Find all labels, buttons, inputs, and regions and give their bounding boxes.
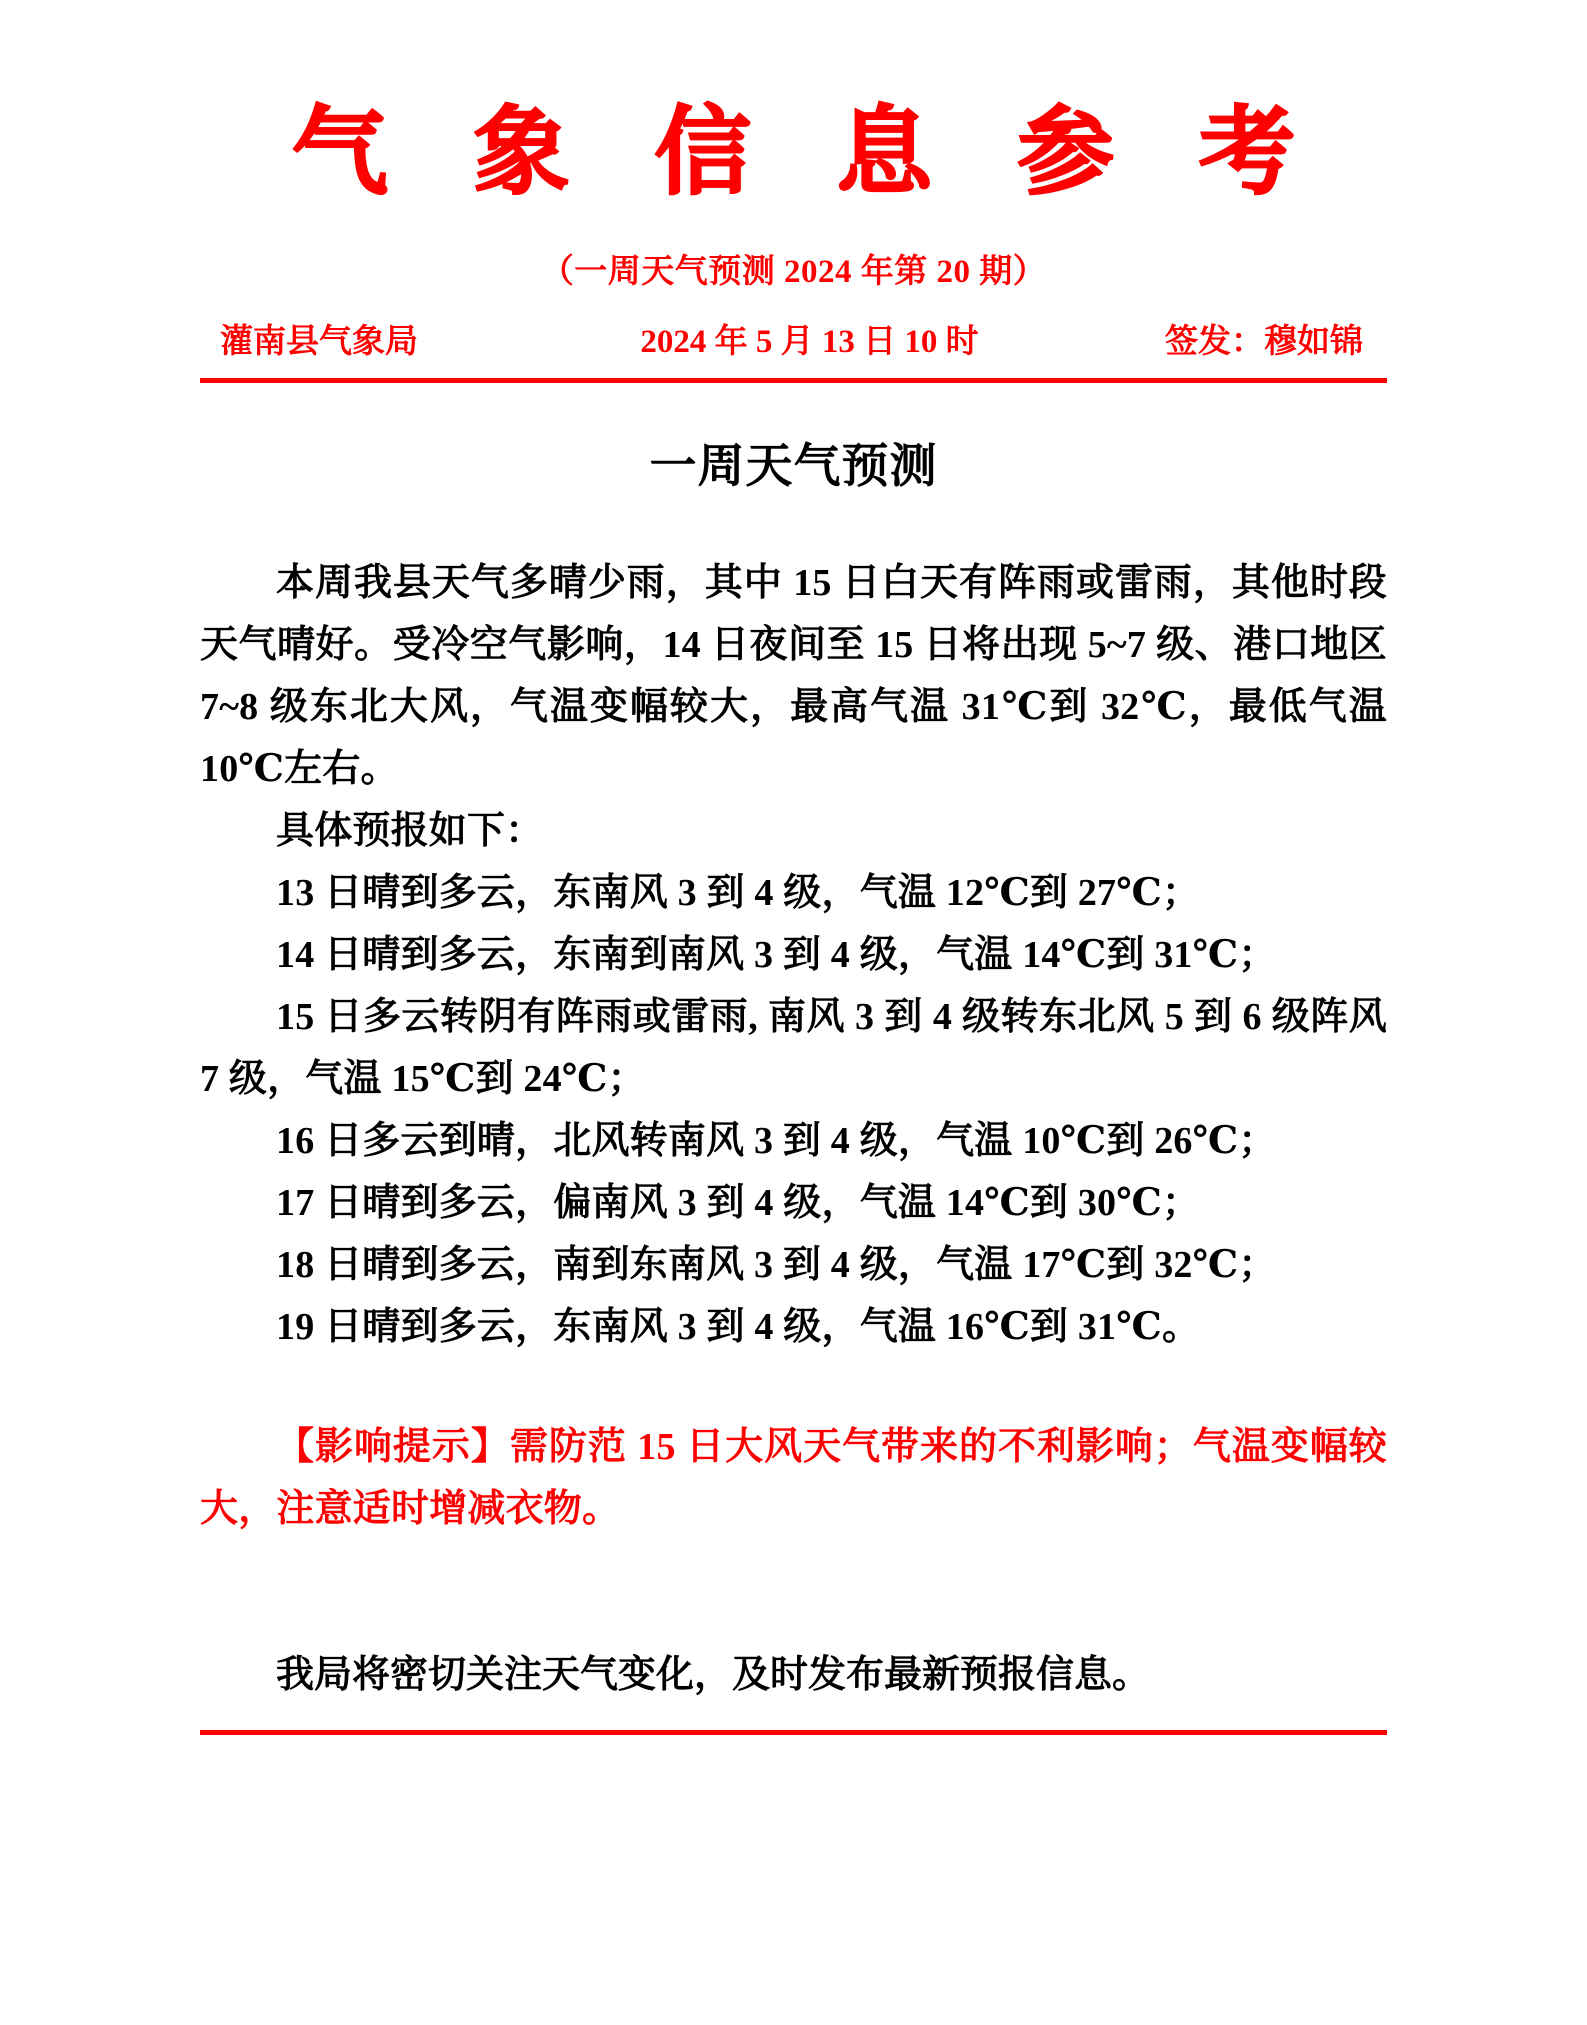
forecast-line: 16 日多云到晴，北风转南风 3 到 4 级，气温 10℃到 26℃； bbox=[276, 1119, 1277, 1162]
forecast-line: 13 日晴到多云，东南风 3 到 4 级，气温 12℃到 27℃； bbox=[276, 871, 1201, 914]
impact-notice: 【影响提示】需防范 15 日大风天气带来的不利影响；气温变幅较大，注意适时增减衣物。 bbox=[200, 1425, 1387, 1530]
issuing-agency: 灌南县气象局 bbox=[220, 323, 418, 360]
document-body bbox=[200, 552, 1387, 1706]
footer-divider-rule bbox=[200, 1730, 1387, 1735]
forecast-intro: 具体预报如下： bbox=[276, 809, 544, 852]
issue-datetime: 2024 年 5 月 13 日 10 时 bbox=[640, 323, 979, 360]
publication-title: 气 象 信 息 参 考 bbox=[291, 96, 1322, 208]
page-title: 一周天气预测 bbox=[649, 441, 938, 494]
issue-bar bbox=[200, 323, 1387, 363]
body-spacer bbox=[200, 1358, 1387, 1416]
forecast-line: 18 日晴到多云，南到东南风 3 到 4 级，气温 17℃到 32℃； bbox=[276, 1243, 1277, 1286]
forecast-line: 19 日晴到多云，东南风 3 到 4 级，气温 16℃到 31℃。 bbox=[276, 1305, 1201, 1348]
masthead bbox=[200, 0, 1387, 293]
closing-statement: 我局将密切关注天气变化，及时发布最新预报信息。 bbox=[276, 1653, 1151, 1696]
weather-summary-paragraph: 本周我县天气多晴少雨，其中 15 日白天有阵雨或雷雨，其他时段天气晴好。受冷空气影响，14 日夜间至 15 日将出现 5~7 级、港口地区 7~8 级东北大风，气温变幅较大，最高气温 31℃到 32℃，最低气温 10℃左右。 bbox=[200, 561, 1387, 790]
forecast-line: 17 日晴到多云，偏南风 3 到 4 级，气温 14℃到 30℃； bbox=[276, 1181, 1201, 1224]
body-spacer bbox=[200, 1540, 1387, 1644]
forecast-line: 14 日晴到多云，东南到南风 3 到 4 级，气温 14℃到 31℃； bbox=[276, 933, 1277, 976]
forecast-line: 15 日多云转阴有阵雨或雷雨, 南风 3 到 4 级转东北风 5 到 6 级阵风 7 级，气温 15℃到 24℃； bbox=[200, 995, 1387, 1100]
issue-signer: 签发：穆如锦 bbox=[1165, 323, 1363, 360]
header-divider-rule bbox=[200, 378, 1387, 383]
publication-subtitle: （一周天气预测 2024 年第 20 期） bbox=[540, 254, 1047, 291]
